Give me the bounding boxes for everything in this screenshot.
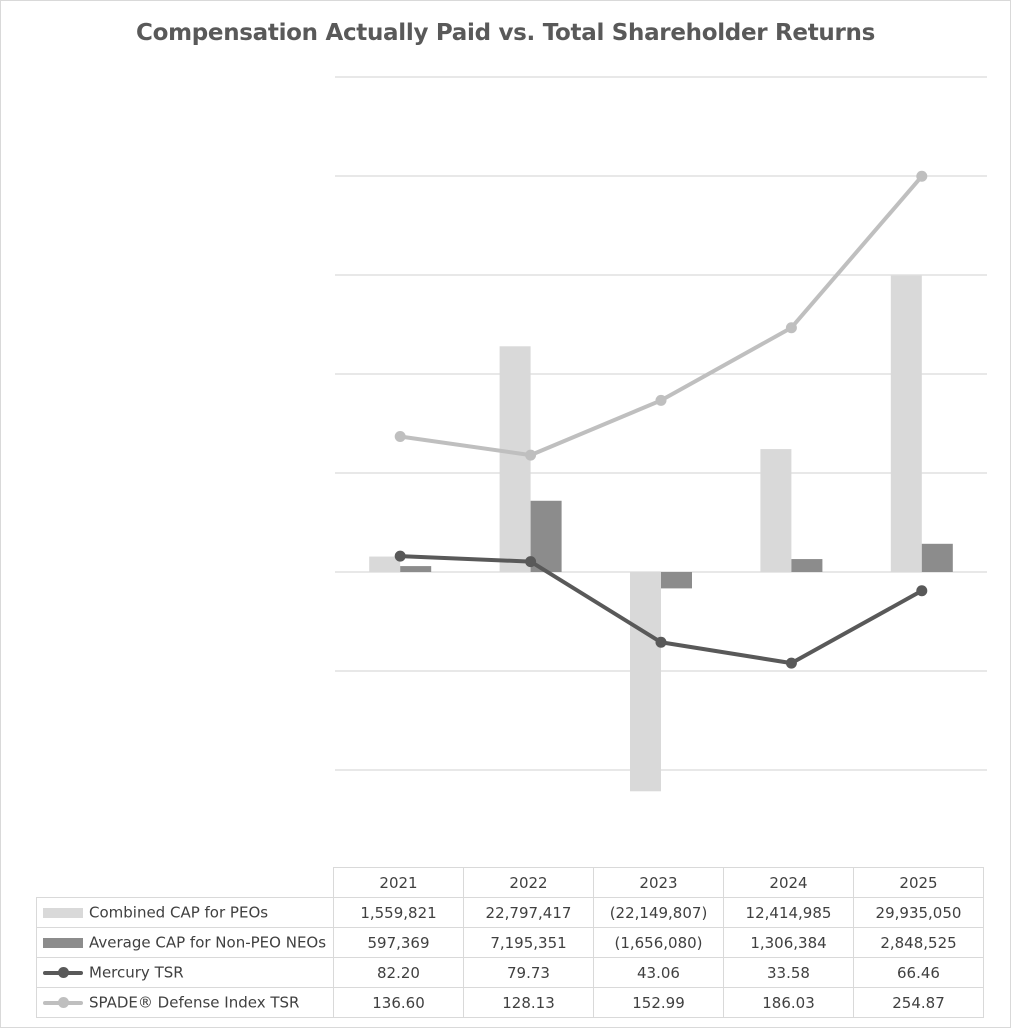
year-header: 2021 [334, 868, 464, 898]
legend-key-mercury-line [43, 967, 83, 979]
legend-key-neo-cap-bar [43, 937, 83, 949]
table-cell: 7,195,351 [464, 928, 594, 958]
table-cell: 22,797,417 [464, 898, 594, 928]
table-cell: 82.20 [334, 958, 464, 988]
spade-tsr-line [400, 176, 922, 455]
mercury-tsr-point [395, 551, 406, 562]
mercury-tsr-point [525, 556, 536, 567]
year-header: 2024 [724, 868, 854, 898]
spade-tsr-point [525, 450, 536, 461]
table-cell: 152.99 [594, 988, 724, 1018]
legend-label-spade-tsr: SPADE® Defense Index TSR [37, 988, 334, 1018]
legend-label-mercury-tsr: Mercury TSR [37, 958, 334, 988]
legend-key-peo-cap-bar [43, 907, 83, 919]
neo-cap-bar [922, 544, 953, 572]
year-header: 2022 [464, 868, 594, 898]
year-header: 2025 [854, 868, 984, 898]
table-row-spade-tsr [37, 988, 984, 1018]
data-table [36, 867, 984, 1018]
table-cell: (1,656,080) [594, 928, 724, 958]
spade-tsr-point [786, 322, 797, 333]
mercury-tsr-point [656, 637, 667, 648]
table-cell: 136.60 [334, 988, 464, 1018]
legend-key-spade-line [43, 997, 83, 1009]
legend-label-peo-cap: Combined CAP for PEOs [37, 898, 334, 928]
table-cell: 12,414,985 [724, 898, 854, 928]
table-row-peo-cap [37, 898, 984, 928]
neo-cap-bar [791, 559, 822, 572]
peo-cap-bar [891, 276, 922, 572]
table-row-mercury-tsr [37, 958, 984, 988]
table-cell: (22,149,807) [594, 898, 724, 928]
table-cell: 33.58 [724, 958, 854, 988]
table-cell: 2,848,525 [854, 928, 984, 958]
peo-cap-bar [760, 449, 791, 572]
mercury-tsr-point [786, 658, 797, 669]
spade-tsr-point [656, 395, 667, 406]
table-cell: 66.46 [854, 958, 984, 988]
chart-title: Compensation Actually Paid vs. Total Shareholder Returns [136, 20, 875, 46]
spade-tsr-point [395, 431, 406, 442]
table-corner [37, 868, 334, 898]
mercury-tsr-point [916, 585, 927, 596]
table-cell: 597,369 [334, 928, 464, 958]
year-header: 2023 [594, 868, 724, 898]
spade-tsr-point [916, 171, 927, 182]
legend-label-neo-cap: Average CAP for Non-PEO NEOs [37, 928, 334, 958]
table-cell: 29,935,050 [854, 898, 984, 928]
table-cell: 1,559,821 [334, 898, 464, 928]
table-cell: 1,306,384 [724, 928, 854, 958]
neo-cap-bar [661, 572, 692, 588]
table-cell: 43.06 [594, 958, 724, 988]
table-row-neo-cap [37, 928, 984, 958]
neo-cap-bar [400, 566, 431, 572]
table-cell: 79.73 [464, 958, 594, 988]
table-cell: 128.13 [464, 988, 594, 1018]
peo-cap-bar [500, 346, 531, 572]
table-cell: 186.03 [724, 988, 854, 1018]
peo-cap-bar [630, 572, 661, 791]
table-cell: 254.87 [854, 988, 984, 1018]
table-header-row [37, 868, 984, 898]
